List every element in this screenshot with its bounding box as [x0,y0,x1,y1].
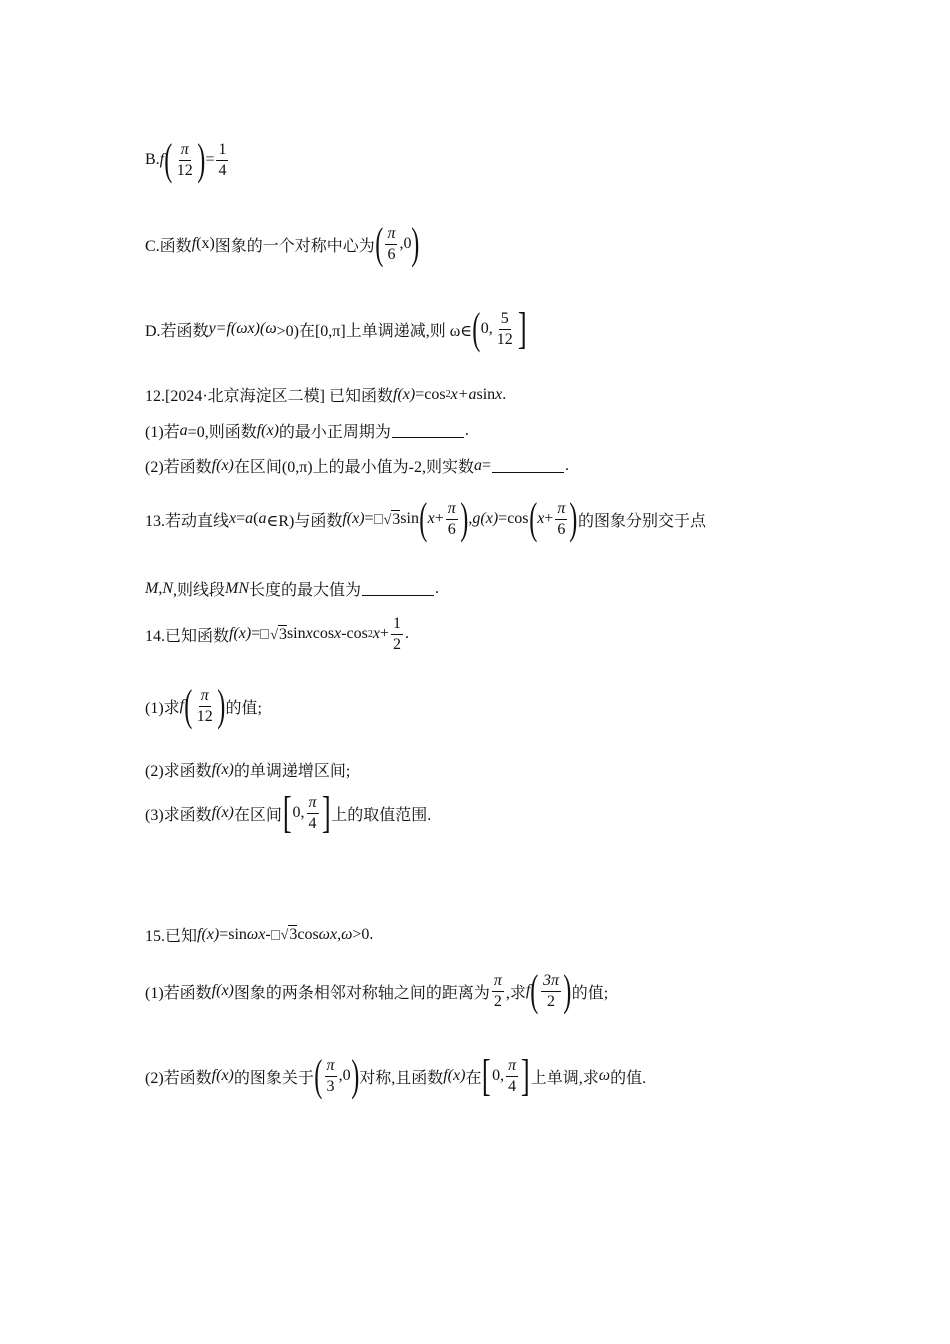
question-14-part-3 [145,788,432,837]
text: (2)若函数 [145,459,212,476]
paren-close: ) [350,1051,359,1100]
numerator: 5 [499,310,511,330]
denominator: 3 [326,1077,335,1095]
coord-zero: ,0 [399,235,412,252]
denominator: 6 [447,520,456,538]
numerator: π [179,141,191,161]
sqrt-3: √ 3 [270,625,287,643]
fraction-pi-12 [175,141,195,179]
text: 的图象关于 [233,1069,314,1087]
sin: sin [400,510,419,527]
fraction-1-4 [216,141,228,179]
condition: >0. [352,925,374,943]
paren-close: ) [569,494,578,543]
denominator: 6 [387,245,396,263]
q12-sin: sin [476,385,496,403]
bracket-close: ] [521,1051,530,1100]
equals: = [364,510,374,527]
cos: =cos [498,510,529,527]
paren-open: ( [530,966,539,1015]
fx: f(x) [197,925,220,943]
var-x: x [334,625,342,643]
comma: , [468,510,473,527]
option-d [145,304,527,353]
fraction-pi-4 [307,794,319,832]
fn-arg: (x) [196,235,215,252]
q12-x: x [495,385,503,403]
numerator: 1 [216,141,228,161]
option-c-text: C.函数 [145,237,192,255]
answer-blank[interactable] [392,423,464,438]
paren-open: ( [419,494,428,543]
var-x: x [305,625,313,643]
denominator: 4 [308,814,317,832]
text: (1)若 [145,424,180,441]
paren-open: ( [528,494,537,543]
text: 13.若动直线 [145,512,230,530]
denominator: 4 [508,1077,517,1095]
text: 在 [465,1069,482,1087]
omega-x: ωx [246,925,266,943]
bracket-close: ] [321,788,331,837]
numerator: π [325,1057,337,1077]
interval-zero: 0, [480,320,493,337]
text: 的值; [571,984,609,1002]
omega: ω [341,925,353,943]
var-x: x [537,510,545,527]
text: ,求 [505,984,526,1002]
omega: ω [265,320,277,337]
text: 上单调,求 [530,1069,599,1087]
denominator: 4 [218,161,227,179]
paren-close: ) [217,681,226,730]
comma: , [158,579,163,597]
sin: sin [286,625,306,643]
dot: . [404,625,409,643]
radicand: 3 [289,926,298,943]
text: 的图象分别交于点 [578,512,707,530]
text: 在区间 [233,806,282,824]
text: ∈R)与函数 [266,512,343,530]
q12-dot: . [502,385,507,403]
option-b [145,135,230,184]
text: (3)求函数 [145,806,212,824]
dot: . [564,456,569,474]
option-c [145,219,420,268]
omega: ω [598,1067,611,1084]
var-x: x [372,625,380,643]
fx: f(x) [211,804,234,821]
fraction-3pi-2 [541,972,561,1010]
fn-f: f [179,697,185,714]
cos: -cos [341,625,368,643]
fx: f(x) [256,421,279,439]
paren-close: ) [563,966,572,1015]
option-d-text: D.若函数 [145,322,209,340]
equals: = [205,151,215,168]
bracket-open: [ [482,1051,492,1100]
text: (1)求 [145,699,180,717]
option-b-f: f [159,151,165,168]
numerator: π [199,687,211,707]
q12-xplus: x+ [450,385,469,403]
q12-fx: f(x) [393,385,416,403]
fraction-pi-4 [506,1057,518,1095]
fraction-pi-12 [195,687,215,725]
fx: f(x) [229,625,252,643]
denominator: 12 [176,161,193,179]
omega-x: (ωx)( [230,320,266,337]
interval-zero: 0, [492,1067,505,1084]
var-x: x [427,510,435,527]
var-a: a [473,456,482,474]
numerator: π [385,225,397,245]
paren-close: ) [460,494,469,543]
numerator: π [492,972,504,992]
var-a: a [179,421,188,439]
paren-open: ( [375,219,384,268]
text: 15.已知 [145,928,198,945]
question-15 [145,923,373,946]
placeholder-box-icon [374,514,383,524]
dot: . [464,421,469,439]
option-d-condition: >0)在[0,π]上单调递减,则 ω∈ [276,322,473,340]
text: 的值; [225,699,262,717]
plus: + [434,510,444,527]
question-14 [145,615,409,653]
cos: cos [297,925,319,943]
q12-square: 2 [445,389,451,400]
text: 的单调递增区间; [233,763,351,780]
fx: f(x) [342,510,365,527]
fx: f(x) [211,1067,234,1084]
coord-zero: ,0 [338,1067,351,1084]
text: 14.已知函数 [145,627,230,645]
text: (1)若函数 [145,984,212,1002]
q12-head: 12.[2024·北京海淀区二模] 已知函数 [145,388,393,405]
option-c-mid: 图象的一个对称中心为 [214,237,375,255]
plus: + [544,510,554,527]
gx: g(x) [472,510,499,527]
var-a: a [245,510,254,527]
q12-a: a [468,385,477,403]
paren-open: ( [164,135,173,184]
fraction-1-2 [391,615,403,653]
equals: = [251,625,261,643]
radicand: 3 [278,625,287,643]
sin: =sin [219,925,247,943]
text: 的最小正周期为 [278,424,391,441]
numerator: 3π [541,972,561,992]
paren-open: ( [472,304,481,353]
numerator: π [446,500,458,520]
question-13-line-2 [145,577,439,600]
fx: f(x) [443,1067,466,1084]
comma: , [337,925,342,943]
fx: f(x) [211,982,234,999]
denominator: 2 [392,635,401,653]
point-n: N [162,579,173,597]
segment-mn: MN [225,579,250,597]
question-15-part-2 [145,1051,647,1100]
numerator: π [307,794,319,814]
paren-open: ( [184,681,193,730]
numerator: 1 [391,615,403,635]
q12-eq: =cos [415,385,446,403]
question-13 [145,494,707,543]
fraction-pi-6 [385,225,397,263]
numerator: π [555,500,567,520]
question-14-part-1 [145,681,262,730]
sqrt-3: √ 3 [383,510,401,528]
denominator: 2 [547,992,556,1010]
paren-close: ) [197,135,206,184]
fraction-5-12 [495,310,515,348]
square: 2 [367,628,373,640]
plus: + [379,625,389,643]
text: =0,则函数 [187,424,257,441]
fraction-pi-2 [492,972,504,1010]
denominator: 12 [196,707,213,725]
question-14-part-2 [145,758,350,781]
paren-close: ) [411,219,420,268]
denominator: 2 [493,992,502,1010]
fraction-pi-6 [446,500,458,538]
radicand: 3 [392,510,401,528]
cos: cos [312,625,335,643]
var-x: x [229,510,237,527]
bracket-open: [ [282,788,292,837]
option-b-label: B. [145,151,160,168]
equals: = [481,456,491,474]
eq-f: =f [215,320,231,337]
bracket-close: ] [517,304,527,353]
interval-zero: 0, [292,804,305,821]
text: (2)求函数 [145,763,212,780]
question-12 [145,383,506,406]
fn-f: f [525,982,531,999]
text: 图象的两条相邻对称轴之间的距离为 [233,984,490,1002]
fx: f(x) [211,456,234,474]
omega-x: ωx [318,925,338,943]
var-y: y [208,320,216,337]
answer-blank[interactable] [492,458,564,473]
placeholder-box-icon [260,629,269,639]
equals: = [236,510,246,527]
text: ,则线段 [173,582,226,599]
denominator: 6 [557,520,566,538]
question-12-part-2 [145,454,569,477]
fraction-pi-6 [555,500,567,538]
text: 长度的最大值为 [249,582,362,599]
point-m: M [145,579,159,597]
fn-f: f [191,235,197,252]
paren: ( [253,510,259,527]
fraction-pi-3 [325,1057,337,1095]
paren-open: ( [314,1051,323,1100]
text: 上的取值范围. [331,806,432,824]
denominator: 12 [496,330,513,348]
question-15-part-1 [145,966,609,1015]
minus: - [265,925,271,943]
text: (2)若函数 [145,1069,212,1087]
sqrt-3: √ 3 [280,926,298,943]
numerator: π [506,1057,518,1077]
dot: . [435,579,440,597]
answer-blank[interactable] [362,581,434,596]
text: 的值. [610,1069,647,1087]
question-12-part-1 [145,419,469,442]
placeholder-box-icon [271,930,280,940]
text: 在区间(0,π)上的最小值为-2,则实数 [233,459,474,476]
var-a: a [258,510,267,527]
text: 对称,且函数 [359,1069,444,1087]
fx: f(x) [211,760,234,778]
